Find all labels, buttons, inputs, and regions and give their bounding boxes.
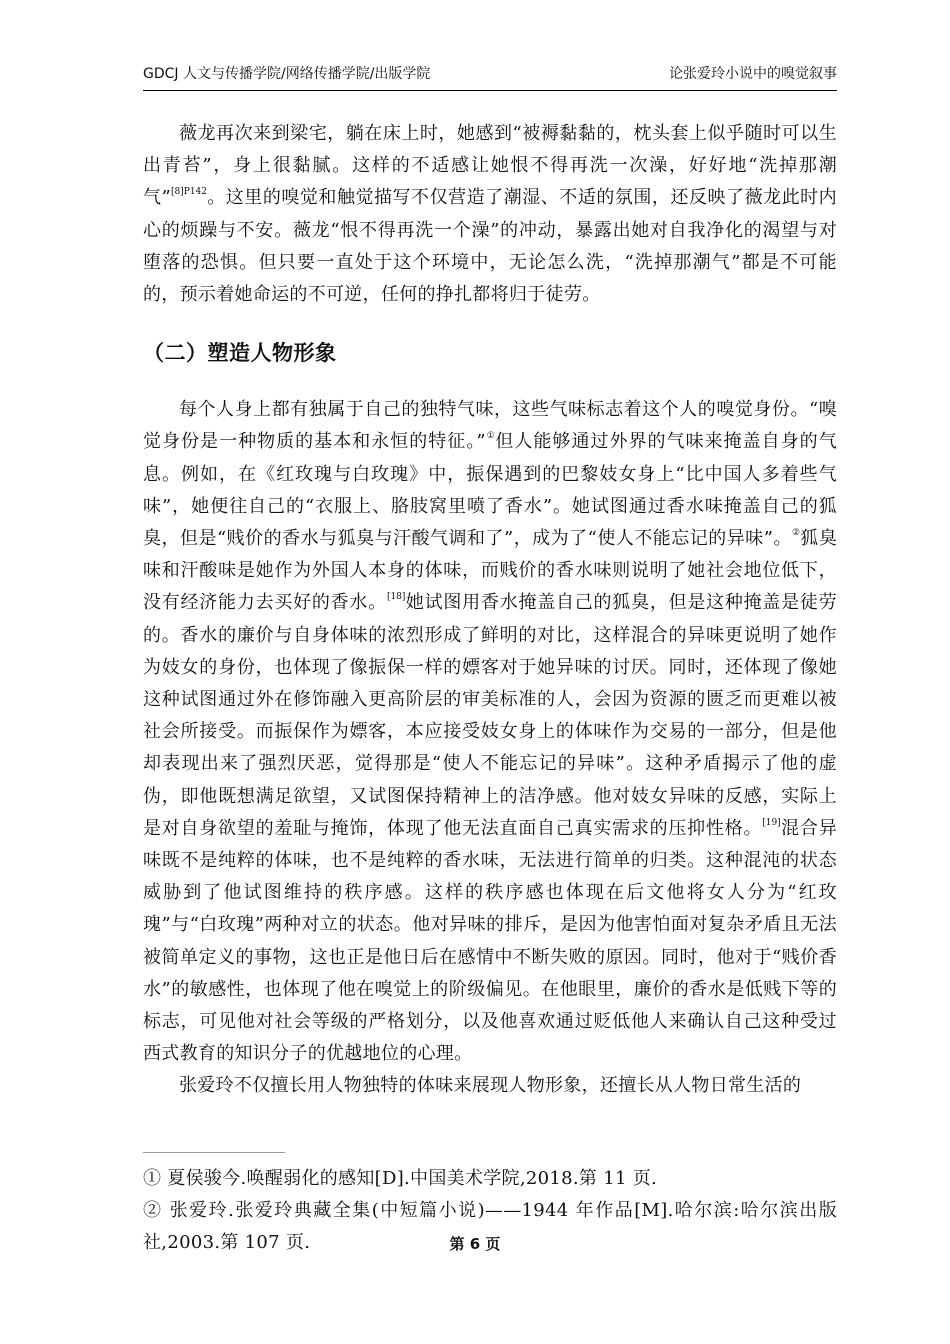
footnote-ref-1[interactable]: ① [485, 431, 496, 442]
footnote-2: ② 张爱玲.张爱玲典藏全集(中短篇小说)——1944 年作品[M].哈尔滨:哈尔滨出版社,2003.第 107 页. [143, 1200, 837, 1254]
paragraph-1: 薇龙再次来到梁宅，躺在床上时，她感到“被褥黏黏的，枕头套上似乎随时可以生出青苔”，身上很黏腻。这样的不适感让她恨不得再洗一次澡，好好地“洗掉那潮气”$^{[8]P142}$。这里的嗅觉和触觉描写不仅营造了潮湿、不适的氛围，还反映了薇龙此时内心的烦躁与不安。薇龙“恨不得再洗一个澡”的冲动，暴露出她对自我净化的渴望与对堕落的恐惧。但只要一直处于这个环境中，无论怎么洗，“洗掉那潮气”都是不可能的，预示着她命运的不可逆，任何的挣扎都将归于徒劳。 [143, 123, 837, 306]
footnote-1: ① 夏侯骏今.唤醒弱化的感知[D].中国美术学院,2018.第 11 页. [143, 1168, 658, 1189]
footnote-rule [143, 1152, 285, 1153]
header-left: GDCJ 人文与传播学院/网络传播学院/出版学院 [143, 66, 431, 82]
citation: [8]P142 [171, 187, 208, 198]
citation: [18] [386, 592, 406, 603]
page-number: 第 6 页 [449, 1235, 501, 1253]
body-text [143, 118, 837, 1103]
citation: [19] [762, 817, 781, 828]
page-header [143, 63, 837, 83]
paragraph-2: 每个人身上都有独属于自己的独特气味，这些气味标志着这个人的嗅觉身份。“嗅觉身份是一种物质的基本和永恒的特征。”①但人能够通过外界的气味来掩盖自身的气息。例如，在《红玫瑰与白玫瑰》中，振保遇到的巴黎妓女身上“比中国人多着些气味”，她便往自己的“衣服上、胳肢窝里喷了香水”。她试图通过香水味掩盖自己的狐臭，但是“贱价的香水与狐臭与汗酸气调和了”，成为了“使人不能忘记的异味”。②狐臭味和汗酸味是她作为外国人本身的体味，而贱价的香水味则说明了她社会地位低下，没有经济能力去买好的香水。[18]她试图用香水掩盖自己的狐臭，但是这种掩盖是徒劳的。香水的廉价与自身体味的浓烈形成了鲜明的对比，这样混合的异味更说明了她作为妓女的身份，也体现了像振保一样的嫖客对于她异味的讨厌。同时，还体现了像她这种试图通过外在修饰融入更高阶层的审美标准的人，会因为资源的匮乏而更难以被社会所接受。而振保作为嫖客，本应接受妓女身上的体味作为交易的一部分，但是他却表现出来了强烈厌恶，觉得那是“使人不能忘记的异味”。这种矛盾揭示了他的虚伪，即他既想满足欲望，又试图保持精神上的洁净感。他对妓女异味的反感，实际上是对自身欲望的羞耻与掩饰，体现了他无法直面自己真实需求的压抑性格。[19]混合异味既不是纯粹的体味，也不是纯粹的香水味，无法进行简单的归类。这种混沌的状态威胁到了他试图维持的秩序感。这样的秩序感也体现在后文他将女人分为“红玫瑰”与“白玫瑰”两种对立的状态。他对异味的排斥，是因为他害怕面对复杂矛盾且无法被简单定义的事物，这也正是他日后在感情中不断失败的原因。同时，他对于“贱价香水”的敏感性，也体现了他在嗅觉上的阶级偏见。在他眼里，廉价的香水是低贱下等的标志，可见他对社会等级的严格划分，以及他喜欢通过贬低他人来确认自己这种受过西式教育的知识分子的优越地位的心理。 [143, 399, 837, 1065]
footnote-ref-2[interactable]: ② [791, 528, 801, 539]
header-right: 论张爱玲小说中的嗅觉叙事 [669, 66, 837, 82]
header-rule [143, 90, 837, 91]
section-heading: （二）塑造人物形象 [143, 341, 337, 366]
paragraph-3: 张爱玲不仅擅长用人物独特的体味来展现人物形象，还擅长从人物日常生活的 [179, 1075, 802, 1097]
